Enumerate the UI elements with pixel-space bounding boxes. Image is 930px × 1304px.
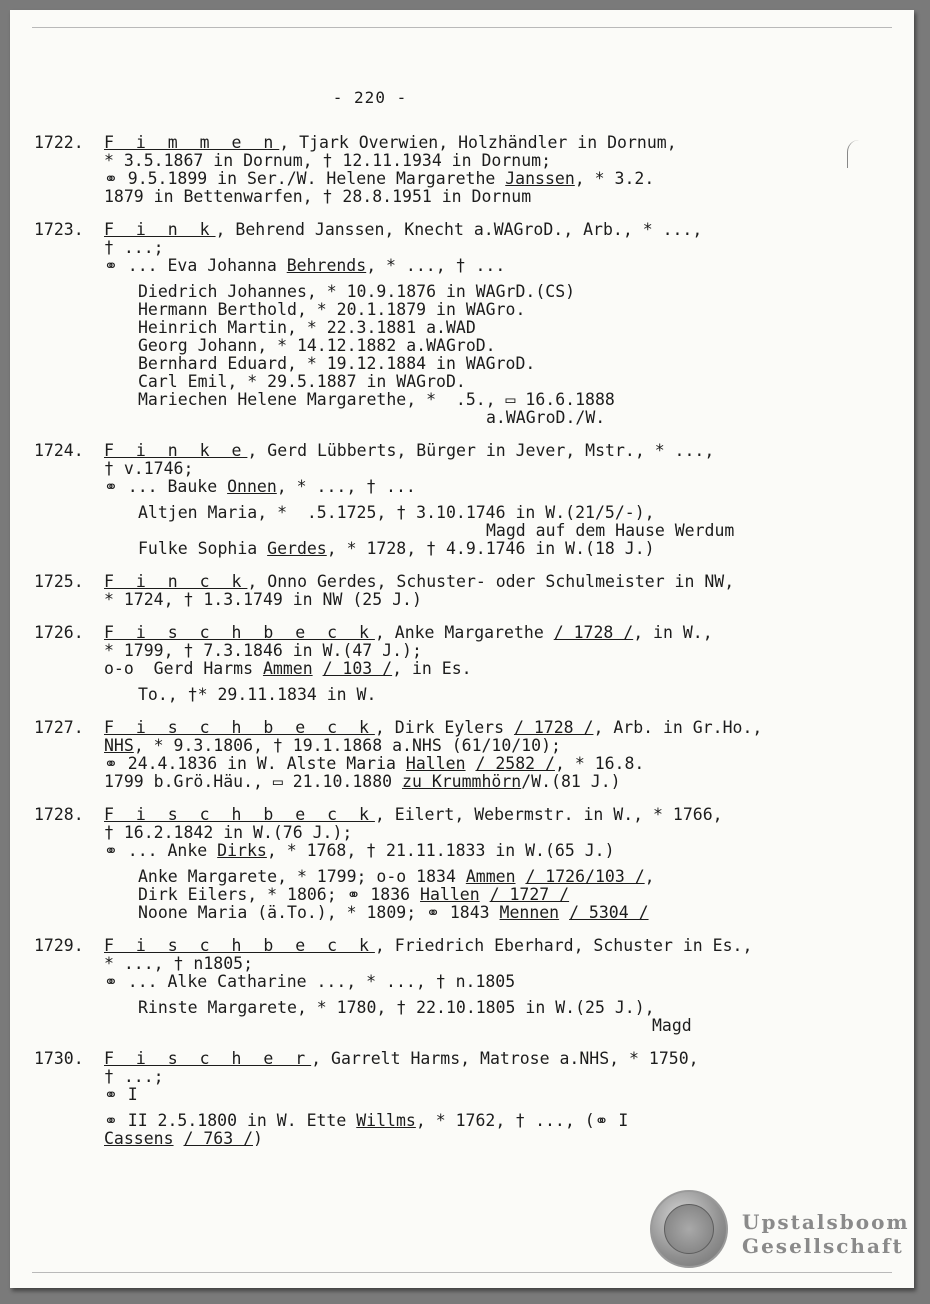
entry-line: [104, 842, 884, 860]
entry-line: [104, 1086, 884, 1104]
line-text: † 16.2.1842 in W.(76 J.);: [104, 823, 353, 842]
entry: [34, 719, 884, 791]
line-text: a.WAGroD./W.: [486, 408, 606, 427]
entry-line: [104, 973, 884, 991]
underlined-text: Onnen: [227, 477, 277, 496]
underlined-text: Dirks: [217, 841, 267, 860]
top-rule: [32, 27, 892, 28]
line-text: Fulke Sophia: [138, 539, 268, 558]
entry-line: [104, 355, 884, 373]
line-text: Georg Johann, * 14.12.1882 a.WAGroD.: [138, 336, 496, 355]
surname: F i m m e n: [104, 133, 280, 152]
line-text: , * ..., † ...: [366, 256, 506, 275]
entry-number: 1725.: [34, 572, 84, 591]
line-text: † v.1746;: [104, 459, 194, 478]
underlined-text: / 1727 /: [489, 885, 570, 904]
surname: F i s c h b e c k: [104, 718, 375, 737]
line-text: [516, 867, 526, 886]
underlined-text: / 5304 /: [569, 903, 649, 922]
line-text: Carl Emil, * 29.5.1887 in WAGroD.: [138, 372, 466, 391]
line-text: , Eilert, Webermstr. in W., * 1766,: [374, 805, 723, 824]
entry-line: [104, 239, 884, 257]
line-text: [466, 754, 476, 773]
entry-line: [104, 1017, 884, 1035]
line-text: ,: [644, 867, 655, 886]
entry-number: 1722.: [34, 133, 84, 152]
entry-line: [104, 460, 884, 478]
line-text: , * 3.2.: [574, 169, 655, 188]
line-text: , Friedrich Eberhard, Schuster in Es.,: [374, 936, 753, 955]
line-text: Hermann Berthold, * 20.1.1879 in WAGro.: [138, 300, 526, 319]
entry-line: [104, 540, 884, 558]
line-text: Magd: [652, 1016, 692, 1035]
entry-number: 1724.: [34, 441, 84, 460]
entry: [34, 806, 884, 922]
entry-line: [104, 573, 884, 591]
entry-line: [104, 504, 884, 522]
underlined-text: Hallen: [405, 754, 466, 773]
line-text: , * ..., † ...: [276, 477, 416, 496]
line-text: ): [253, 1129, 263, 1148]
entry-line: [104, 904, 884, 922]
line-text: ⚭ 24.4.1836 in W. Alste Maria: [104, 754, 406, 773]
line-text: , Arb. in Gr.Ho.,: [593, 718, 763, 737]
line-text: , Tjark Overwien, Holzhändler in Dornum,: [279, 133, 677, 152]
entry-line: [104, 773, 884, 791]
line-text: , * 1768, † 21.11.1833 in W.(65 J.): [266, 841, 615, 860]
underlined-text: Behrends: [286, 256, 367, 275]
line-text: ⚭ 9.5.1899 in Ser./W. Helene Margarethe: [104, 169, 506, 188]
line-text: Altjen Maria, * .5.1725, † 3.10.1746 in W.(21/5/-),: [138, 503, 655, 522]
line-text: † ...;: [104, 238, 164, 257]
entry: [34, 221, 884, 427]
entry-line: [104, 373, 884, 391]
underlined-text: Hallen: [420, 885, 480, 904]
line-text: , * 1762, † ..., (⚭ I: [415, 1111, 629, 1130]
line-text: ⚭ I: [104, 1085, 138, 1104]
line-text: Diedrich Johannes, * 10.9.1876 in WAGrD.(CS): [138, 282, 576, 301]
line-text: * 1799, † 7.3.1846 in W.(47 J.);: [104, 641, 422, 660]
line-text: , Garrelt Harms, Matrose a.NHS, * 1750,: [311, 1049, 699, 1068]
surname: F i s c h b e c k: [104, 623, 375, 642]
entry-line: [104, 319, 884, 337]
entry-line: [104, 409, 884, 427]
entry-line: [104, 642, 884, 660]
entry-line: [104, 824, 884, 842]
entry-line: [104, 686, 884, 704]
line-text: ⚭ ... Bauke: [104, 477, 228, 496]
line-text: † ...;: [104, 1067, 164, 1086]
line-text: 1799 b.Grö.Häu., ▭ 21.10.1880: [104, 772, 403, 791]
underlined-text: Ammen: [262, 659, 313, 678]
entry-line: [104, 660, 884, 678]
entry-line: [104, 221, 884, 239]
underlined-text: Gerdes: [267, 539, 327, 558]
line-text: , in Es.: [392, 659, 472, 678]
entry-line: [104, 391, 884, 409]
entry-number: 1727.: [34, 718, 84, 737]
entry-line: [104, 188, 884, 206]
line-text: , * 1728, † 4.9.1746 in W.(18 J.): [326, 539, 655, 558]
line-text: [480, 885, 490, 904]
underlined-text: / 103 /: [322, 659, 393, 678]
entry-line: [104, 591, 884, 609]
entry-number: 1723.: [34, 220, 84, 239]
entry-line: [104, 257, 884, 275]
line-text: , Behrend Janssen, Knecht a.WAGroD., Arb., * ...,: [215, 220, 703, 239]
watermark-line2: Gesellschaft: [742, 1234, 904, 1258]
entry: [34, 134, 884, 206]
surname: F i s c h b e c k: [104, 805, 375, 824]
entry-line: [104, 937, 884, 955]
entry: [34, 624, 884, 704]
underlined-text: / 1726/103 /: [525, 867, 645, 886]
underlined-text: Ammen: [465, 867, 516, 886]
entry-line: [104, 478, 884, 496]
line-text: * 3.5.1867 in Dornum, † 12.11.1934 in Dornum;: [104, 151, 552, 170]
underlined-text: Mennen: [499, 903, 560, 922]
underlined-text: zu Krummhörn: [402, 772, 522, 791]
entry-line: [104, 1130, 884, 1148]
entry-line: [104, 737, 884, 755]
watermark-logo: [650, 1190, 910, 1276]
line-text: Noone Maria (ä.To.), * 1809; ⚭ 1843: [138, 903, 500, 922]
underlined-text: Cassens: [104, 1129, 174, 1148]
line-text: ⚭ II 2.5.1800 in W. Ette: [104, 1111, 357, 1130]
line-text: Magd auf dem Hause Werdum: [486, 521, 735, 540]
entry: [34, 442, 884, 558]
underlined-text: / 1728 /: [553, 623, 634, 642]
line-text: Dirk Eilers, * 1806; ⚭ 1836: [138, 885, 421, 904]
entry-line: [104, 283, 884, 301]
line-text: , in W.,: [633, 623, 713, 642]
line-text: o-o Gerd Harms: [104, 659, 263, 678]
entry-line: [104, 755, 884, 773]
underlined-text: / 2582 /: [475, 754, 555, 773]
line-text: [313, 659, 323, 678]
line-text: [174, 1129, 184, 1148]
line-text: Mariechen Helene Margarethe, * .5., ▭ 16.6.1888: [138, 390, 615, 409]
line-text: ⚭ ... Alke Catharine ..., * ..., † n.1805: [104, 972, 516, 991]
underlined-text: Willms: [356, 1111, 416, 1130]
underlined-text: NHS: [104, 736, 134, 755]
entry-line: [104, 337, 884, 355]
entry-line: [104, 806, 884, 824]
surname: F i n k e: [104, 441, 248, 460]
page-number: - 220 -: [332, 88, 408, 107]
surname: F i n c k: [104, 572, 248, 591]
line-text: ⚭ ... Anke: [104, 841, 218, 860]
line-text: * 1724, † 1.3.1749 in NW (25 J.): [104, 590, 422, 609]
line-text: 1879 in Bettenwarfen, † 28.8.1951 in Dornum: [104, 187, 532, 206]
line-text: , Anke Margarethe: [374, 623, 554, 642]
entry-number: 1728.: [34, 805, 84, 824]
entry-line: [104, 1112, 884, 1130]
line-text: * ..., † n1805;: [104, 954, 254, 973]
line-text: Rinste Margarete, * 1780, † 22.10.1805 in W.(25 J.),: [138, 998, 655, 1017]
line-text: , Gerd Lübberts, Bürger in Jever, Mstr., * ...,: [247, 441, 715, 460]
entry-number: 1730.: [34, 1049, 84, 1068]
surname: F i n k: [104, 220, 216, 239]
entry-line: [104, 868, 884, 886]
entry-line: [104, 152, 884, 170]
entry: [34, 573, 884, 609]
entry-line: [104, 522, 884, 540]
genealogy-entries: [34, 134, 884, 1163]
document-page: [10, 10, 914, 1288]
line-text: Bernhard Eduard, * 19.12.1884 in WAGroD.: [138, 354, 536, 373]
entry-line: [104, 442, 884, 460]
line-text: , * 9.3.1806, † 19.1.1868 a.NHS (61/10/10);: [133, 736, 561, 755]
surname: F i s c h e r: [104, 1049, 312, 1068]
entry-line: [104, 999, 884, 1017]
entry-line: [104, 955, 884, 973]
line-text: /W.(81 J.): [521, 772, 621, 791]
underlined-text: Janssen: [505, 169, 575, 188]
seal-icon: [650, 1190, 728, 1268]
entry: [34, 937, 884, 1035]
entry-number: 1729.: [34, 936, 84, 955]
entry-line: [104, 1068, 884, 1086]
line-text: , Dirk Eylers: [374, 718, 514, 737]
entry-line: [104, 134, 884, 152]
entry-line: [104, 170, 884, 188]
line-text: Anke Margarete, * 1799; o-o 1834: [138, 867, 466, 886]
line-text: , * 16.8.: [554, 754, 645, 773]
watermark-line1: Upstalsboom: [742, 1210, 910, 1234]
line-text: ⚭ ... Eva Johanna: [104, 256, 287, 275]
entry-line: [104, 886, 884, 904]
underlined-text: / 763 /: [183, 1129, 254, 1148]
line-text: Heinrich Martin, * 22.3.1881 a.WAD: [138, 318, 476, 337]
surname: F i s c h b e c k: [104, 936, 375, 955]
watermark-text: [742, 1210, 910, 1258]
entry-line: [104, 719, 884, 737]
entry-line: [104, 1050, 884, 1068]
entry-line: [104, 301, 884, 319]
underlined-text: / 1728 /: [513, 718, 594, 737]
entry-line: [104, 624, 884, 642]
entry-number: 1726.: [34, 623, 84, 642]
line-text: [559, 903, 569, 922]
line-text: To., †* 29.11.1834 in W.: [138, 685, 377, 704]
entry: [34, 1050, 884, 1148]
line-text: , Onno Gerdes, Schuster- oder Schulmeister in NW,: [247, 572, 735, 591]
